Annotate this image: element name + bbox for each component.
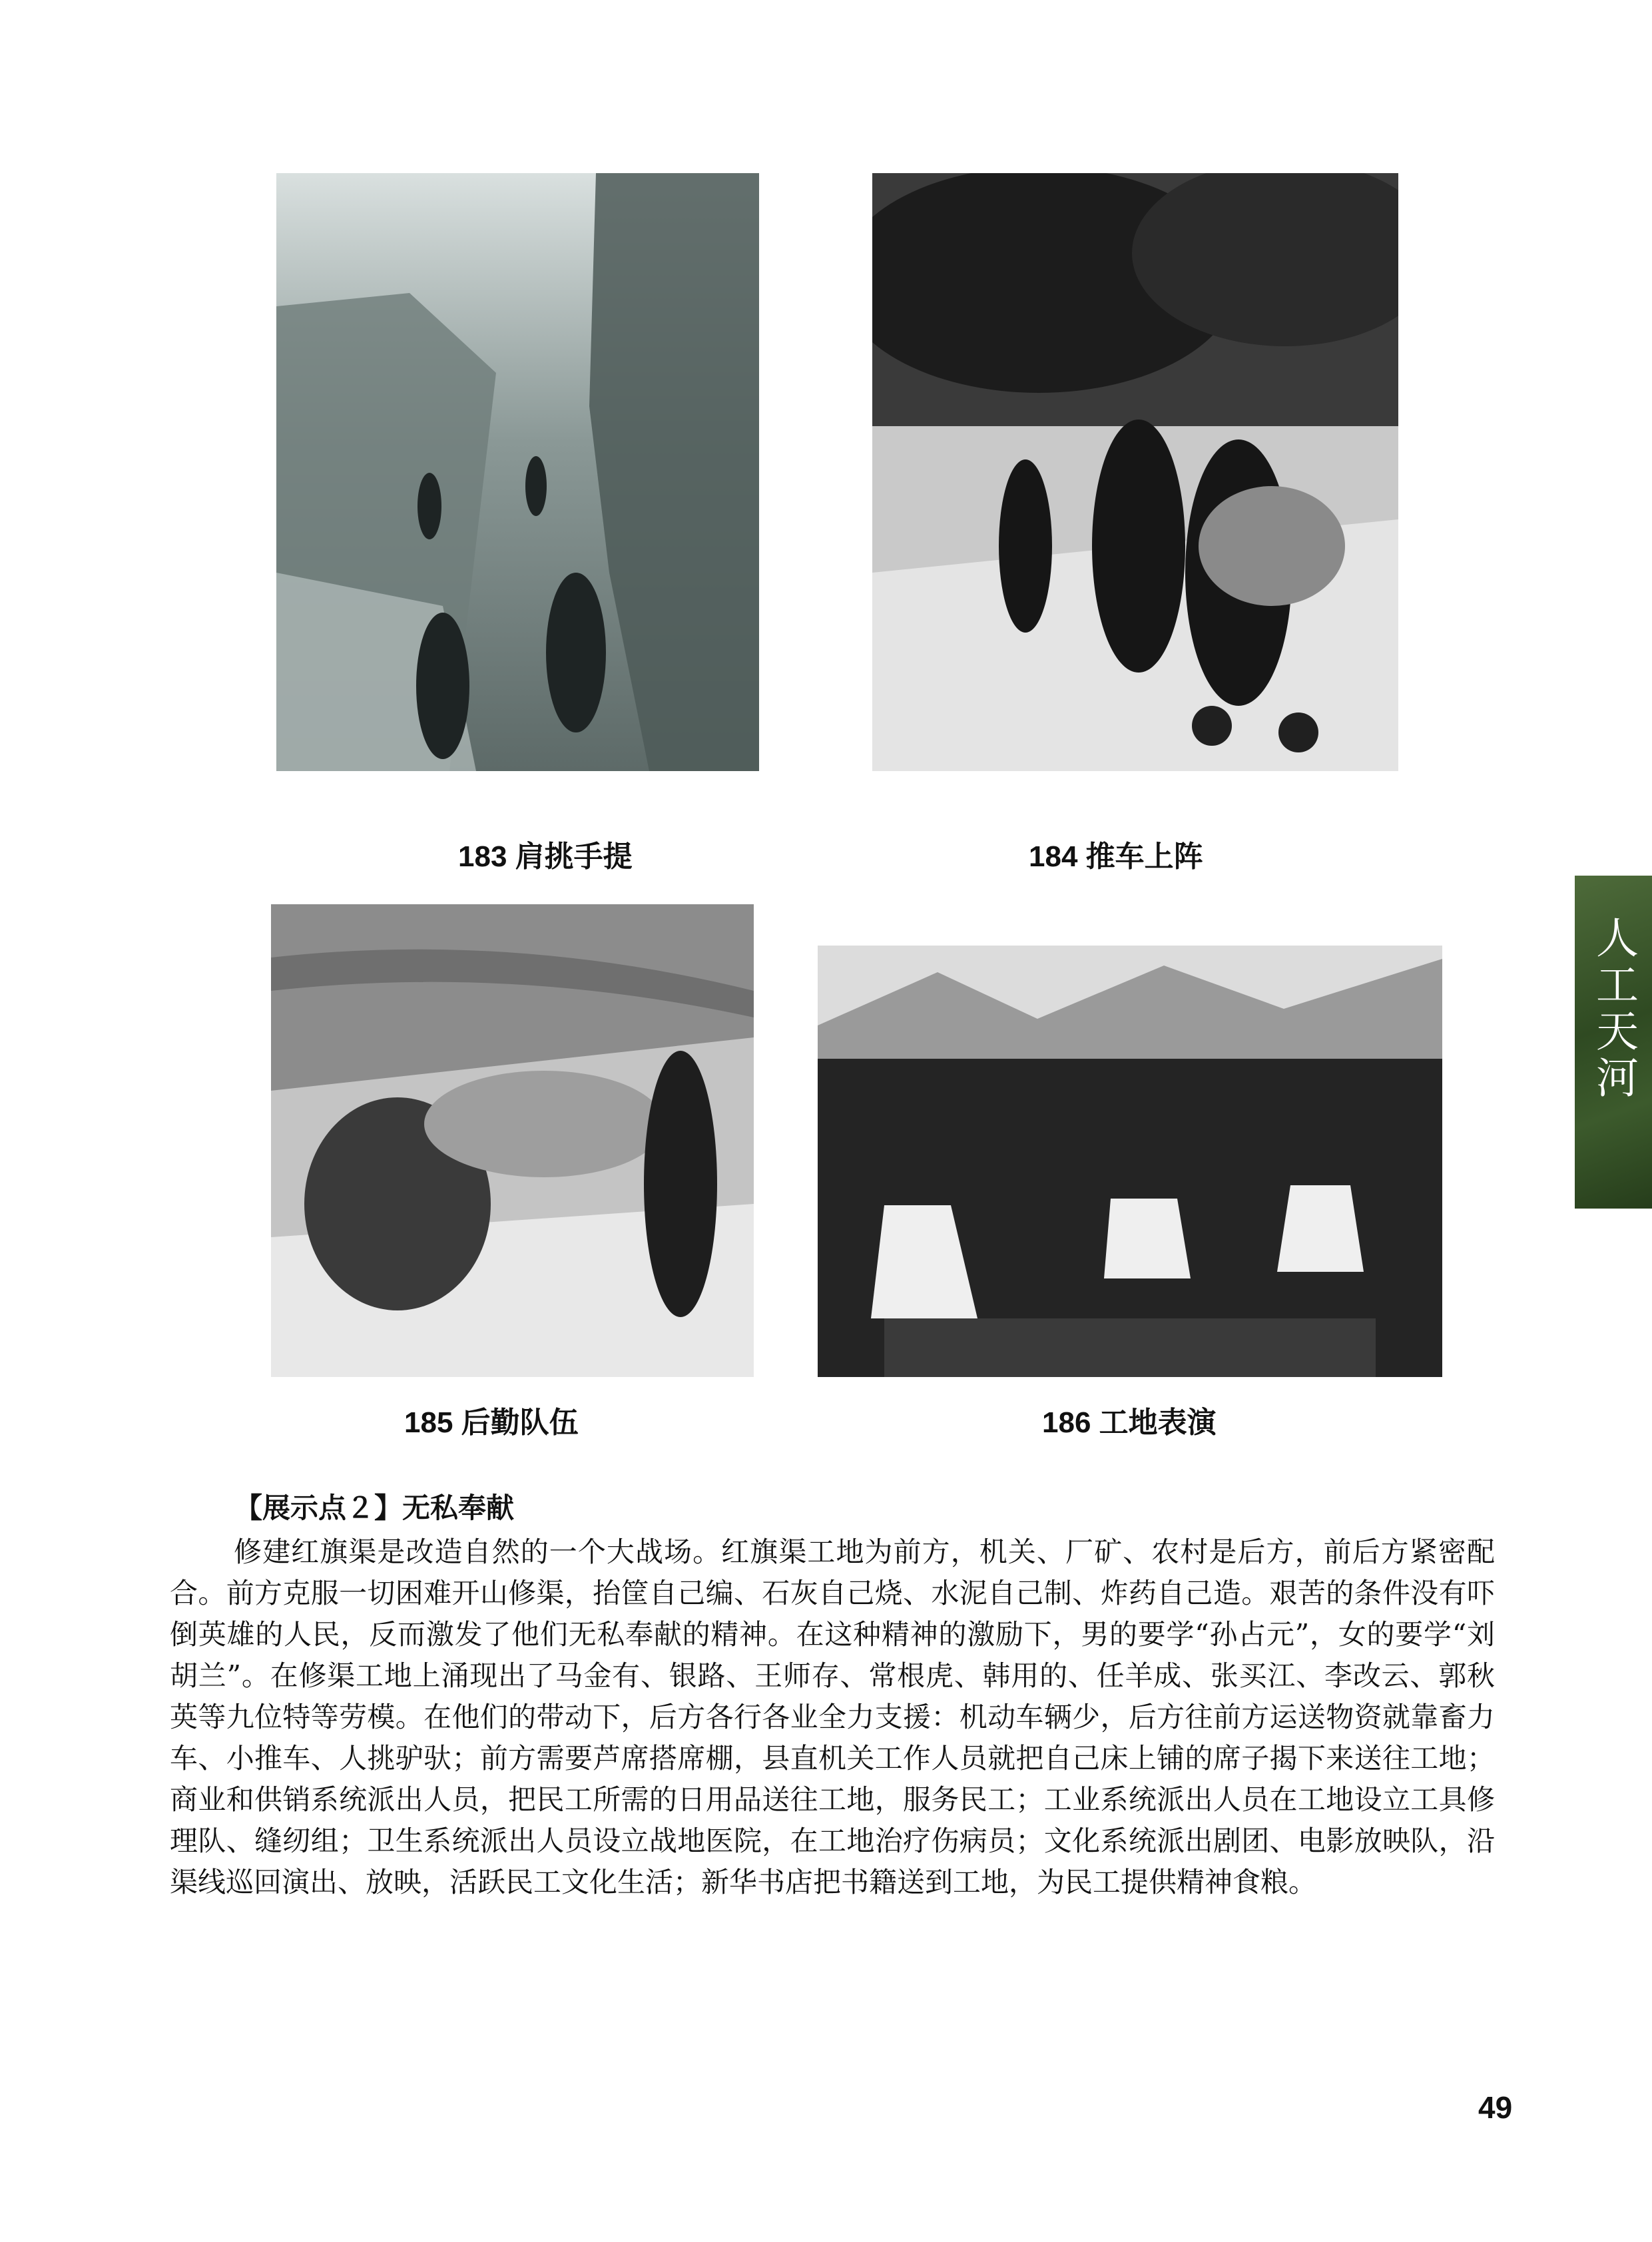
photo-184-image: [872, 173, 1398, 771]
page-number: 49: [1478, 2090, 1513, 2125]
photo-185-image: [271, 904, 754, 1377]
caption-184: 184 推车上阵: [1029, 840, 1203, 873]
caption-186: 186 工地表演: [1042, 1406, 1217, 1439]
section-heading: 【展示点２】无私奉献: [234, 1492, 515, 1524]
caption-183: 183 肩挑手提: [458, 840, 633, 873]
photo-183-image: [276, 173, 759, 771]
caption-185: 185 后勤队伍: [404, 1406, 579, 1439]
side-tab: [1575, 876, 1652, 1209]
side-tab-label: 人工天河: [1589, 916, 1638, 1102]
photo-185: [271, 904, 754, 1377]
photo-183: [276, 173, 759, 771]
photo-186: [818, 946, 1442, 1377]
section-body: 修建红旗渠是改造自然的一个大战场。红旗渠工地为前方，机关、厂矿、农村是后方，前后方紧密配合。前方克服一切困难开山修渠，抬筐自己编、石灰自己烧、水泥自己制、炸药自己造。艰苦的条件没有吓倒英雄的人民，反而激发了他们无私奉献的精神。在这种精神的激励下，男的要学“孙占元”，女的要学“刘胡兰”。在修渠工地上涌现出了马金有、银路、王师存、常根虎、韩用的、任羊成、张买江、李改云、郭秋英等九位特等劳模。在他们的带动下，后方各行各业全力支援：机动车辆少，后方往前方运送物资就靠畜力车、小推车、人挑驴驮；前方需要芦席搭席棚，县直机关工作人员就把自己床上铺的席子揭下来送往工地；商业和供销系统派出人员，把民工所需的日用品送往工地，服务民工；工业系统派出人员在工地设立工具修理队、缝纫组；卫生系统派出人员设立战地医院，在工地治疗伤病员；文化系统派出剧团、电影放映队，沿渠线巡回演出、放映，活跃民工文化生活；新华书店把书籍送到工地，为民工提供精神食粮。: [170, 1536, 1495, 1898]
photo-184: [872, 173, 1398, 771]
photo-186-image: [818, 946, 1442, 1377]
